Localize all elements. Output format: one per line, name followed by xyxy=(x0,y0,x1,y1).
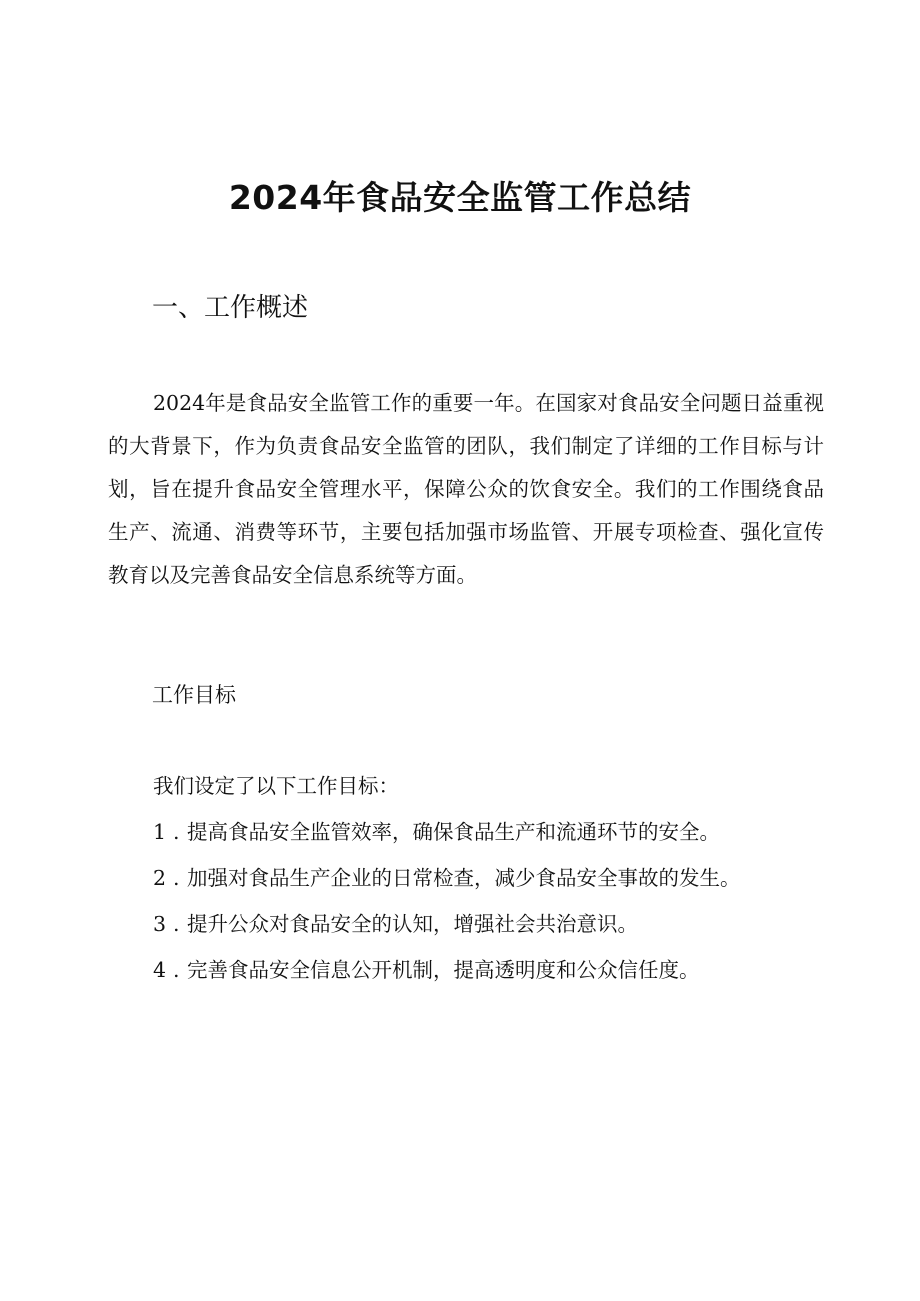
goal-text: 加强对食品生产企业的日常检查，减少食品安全事故的发生。 xyxy=(187,866,741,890)
goal-number: 4 xyxy=(153,958,167,982)
goal-text: 提高食品安全监管效率，确保食品生产和流通环节的安全。 xyxy=(187,820,720,844)
goal-separator: . xyxy=(173,866,180,890)
goal-item xyxy=(153,955,741,1001)
goal-item xyxy=(153,817,741,863)
goal-text: 完善食品安全信息公开机制，提高透明度和公众信任度。 xyxy=(187,958,700,982)
goal-number: 1 xyxy=(153,820,167,844)
goal-list xyxy=(153,817,741,1001)
subheading-goals: 工作目标 xyxy=(152,683,236,707)
document-title: 2024年食品安全监管工作总结 xyxy=(228,178,692,217)
goal-item xyxy=(153,863,741,909)
intro-paragraph: 2024年是食品安全监管工作的重要一年。在国家对食品安全问题日益重视的大背景下，作为负责食品安全监管的团队，我们制定了详细的工作目标与计划，旨在提升食品安全管理水平，保障公众的饮食安全。我们的工作围绕食品生产、流通、消费等环节，主要包括加强市场监管、开展专项检查、强化宣传教育以及完善食品安全信息系统等方面。 xyxy=(108,391,824,587)
goal-separator: . xyxy=(173,958,180,982)
goal-number: 2 xyxy=(153,866,167,890)
section-heading: 一、工作概述 xyxy=(152,293,309,323)
goal-text: 提升公众对食品安全的认知，增强社会共治意识。 xyxy=(187,912,638,936)
goal-separator: . xyxy=(173,912,180,936)
goal-item xyxy=(153,909,741,955)
goals-lead-text: 我们设定了以下工作目标： xyxy=(153,774,399,798)
goal-number: 3 xyxy=(153,912,167,936)
goal-separator: . xyxy=(173,820,180,844)
